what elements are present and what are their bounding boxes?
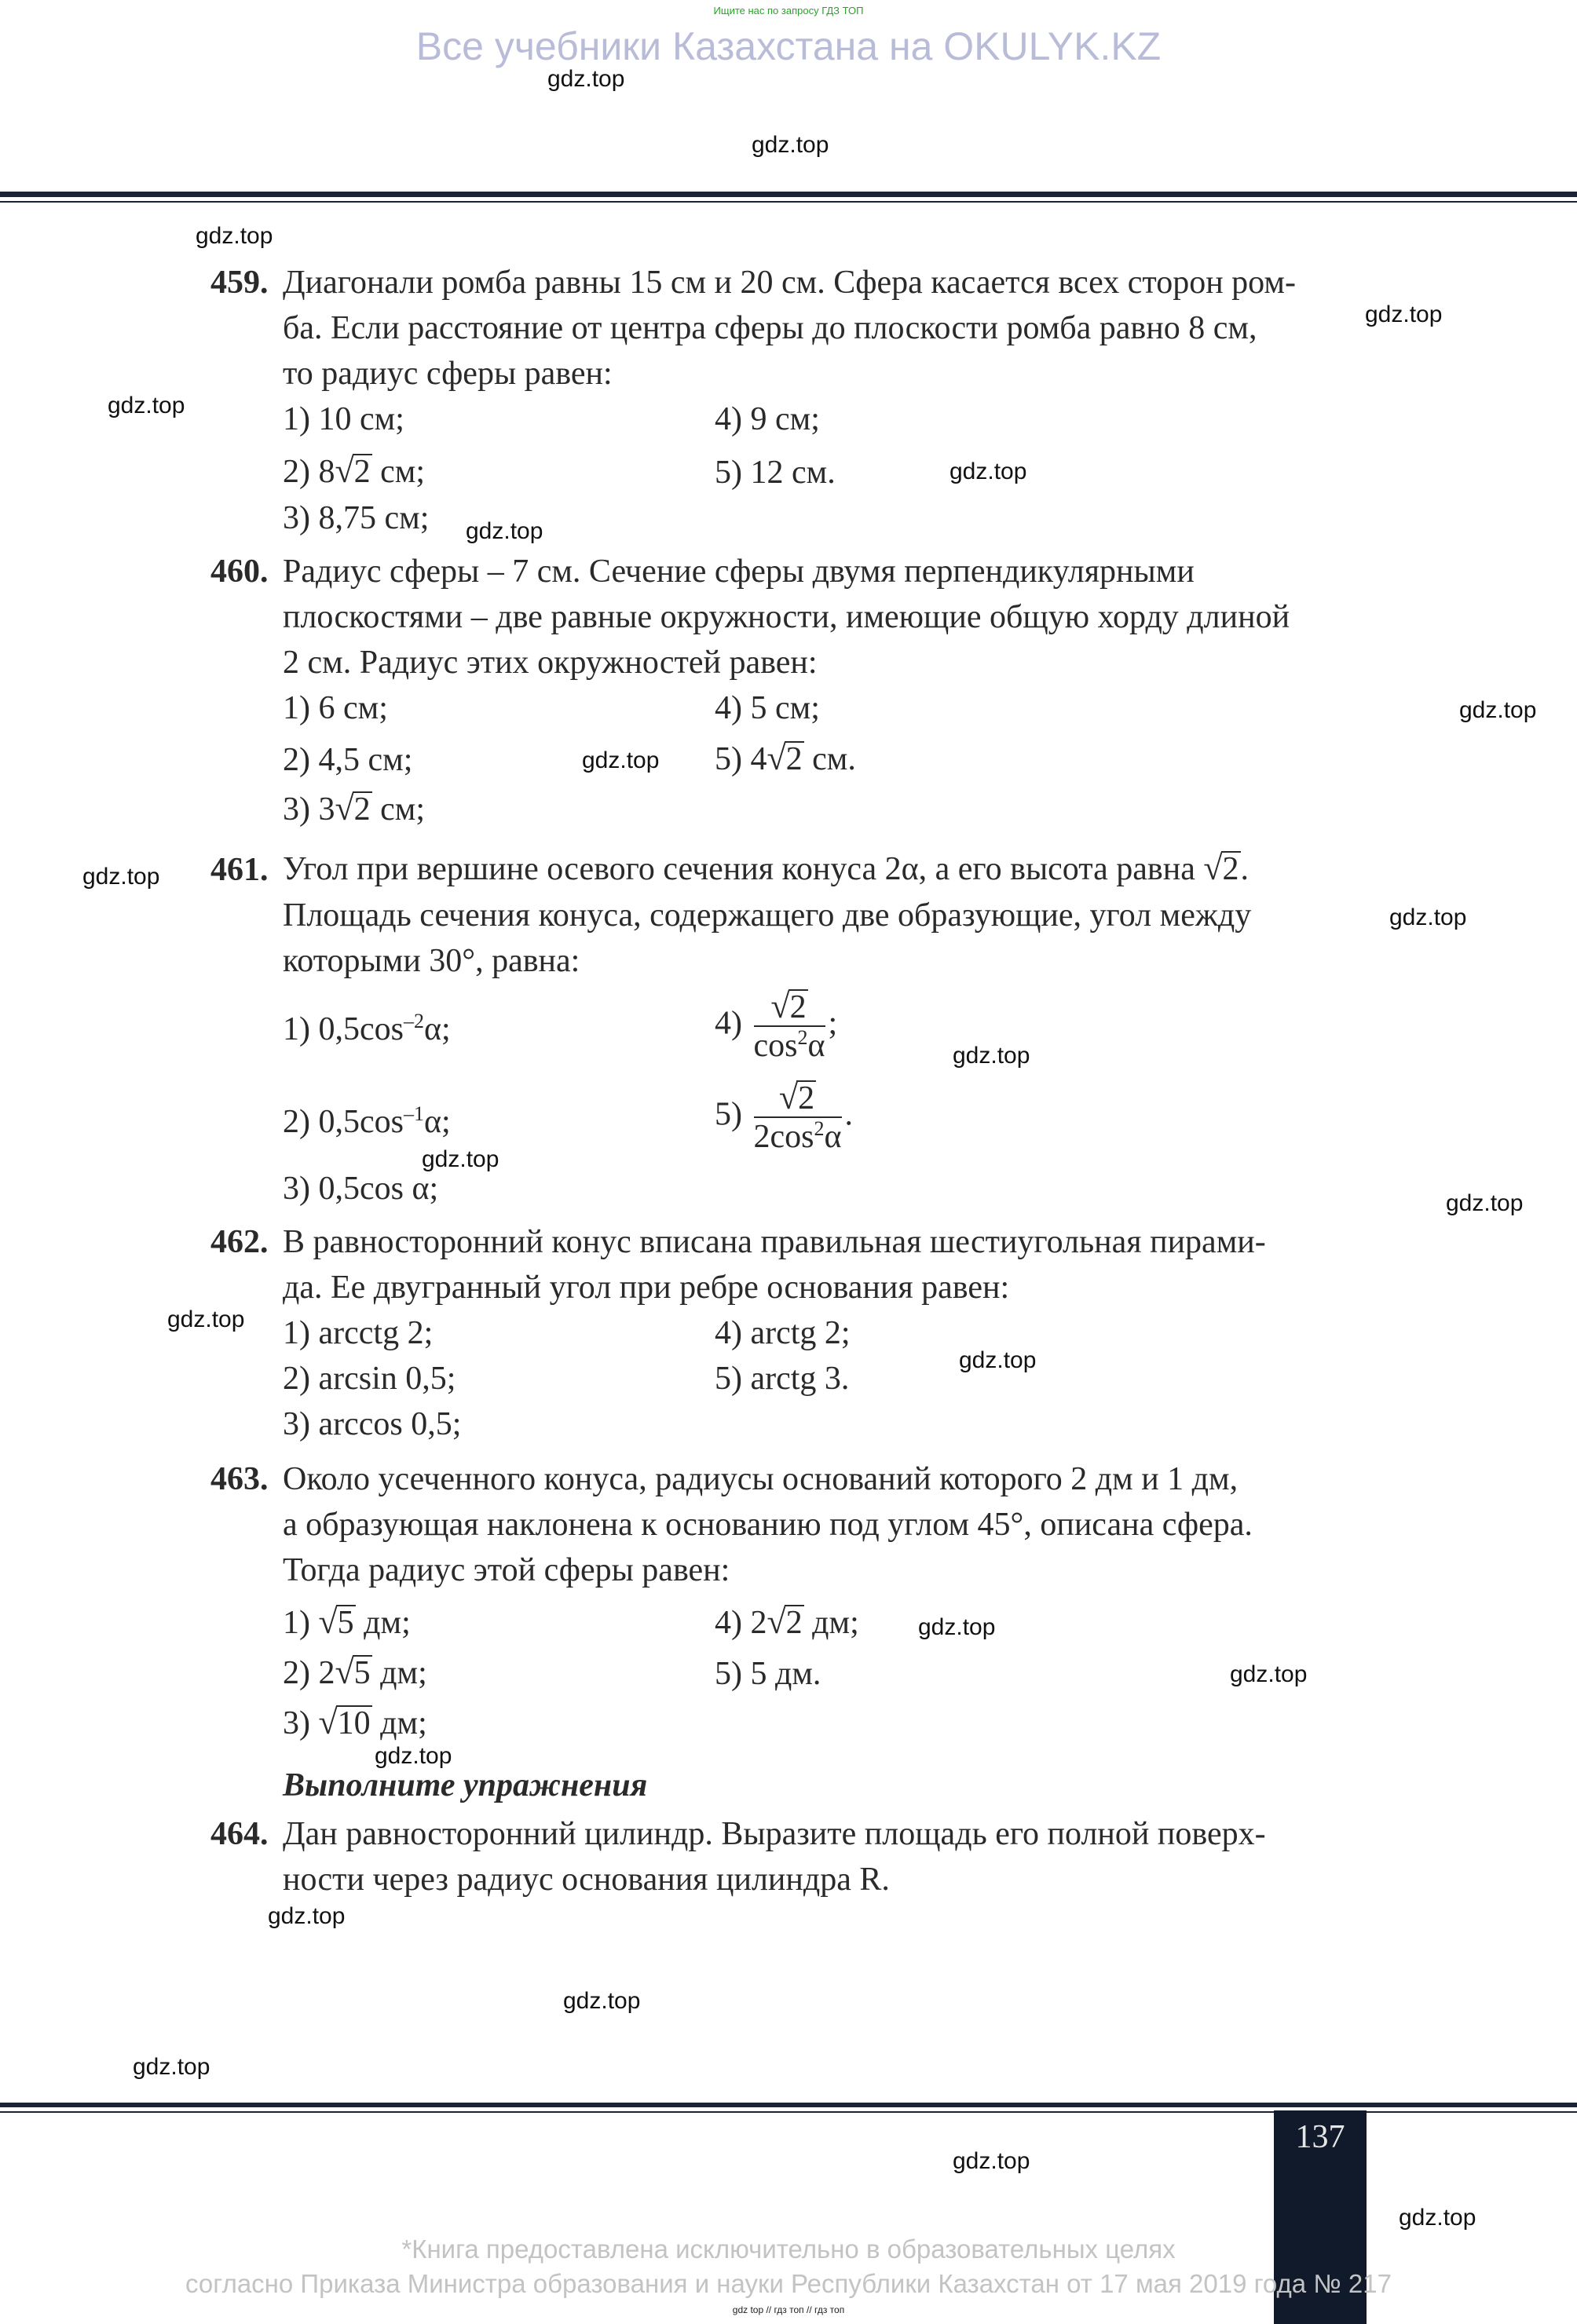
problem-text: В равносторонний конус вписана правильная шестиугольная пирами-	[283, 1224, 1266, 1260]
problem-text: ба. Если расстояние от центра сферы до плоскости ромба равно 8 см,	[283, 310, 1257, 346]
sqrt-sign: √	[767, 739, 786, 777]
answer-option: 4) arctg 2;	[715, 1315, 851, 1351]
footer-note: согласно Приказа Министра образования и науки Республики Казахстан от 17 мая 2019 года № 217	[185, 2269, 1392, 2298]
option-text: 3)	[283, 1705, 319, 1741]
option-text: α;	[423, 1104, 451, 1140]
option-text: 3) 3	[283, 791, 335, 828]
sqrt-radicand: 2	[353, 454, 371, 490]
fraction	[754, 1079, 842, 1156]
answer-option: 5) 5 дм.	[715, 1656, 821, 1692]
watermark-text: gdz.top	[953, 1043, 1030, 1069]
watermark-text: gdz.top	[268, 1903, 346, 1929]
sqrt-radicand: 2	[353, 791, 371, 828]
problem-text: а образующая наклонена к основанию под углом 45°, описана сфера.	[283, 1507, 1253, 1543]
watermark-text: gdz.top	[82, 864, 160, 890]
problem-number: 461.	[210, 852, 269, 888]
answer-option: 4) 5 см;	[715, 690, 820, 726]
top-rule	[0, 192, 1577, 197]
watermark-text: gdz.top	[1399, 2205, 1476, 2231]
sqrt-radicand: 2	[785, 1605, 803, 1641]
option-text: α;	[423, 1011, 451, 1047]
answer-option: 3) arccos 0,5;	[283, 1406, 462, 1442]
option-text: 2) 8	[283, 454, 335, 490]
watermark-text: gdz.top	[582, 747, 660, 773]
watermark-text: gdz.top	[133, 2054, 210, 2080]
watermark-text: gdz.top	[959, 1347, 1037, 1373]
option-text: 4) 2	[715, 1605, 767, 1641]
problem-text: да. Ее двугранный угол при ребре основания равен:	[283, 1270, 1010, 1306]
watermark-text: gdz.top	[918, 1614, 996, 1640]
option-text: 1)	[283, 1605, 319, 1641]
answer-option	[283, 788, 425, 828]
problem-text: Площадь сечения конуса, содержащего две образующие, угол между	[283, 897, 1252, 934]
section-heading: Выполните упражнения	[283, 1767, 648, 1803]
watermark-text: gdz.top	[1459, 697, 1537, 723]
watermark-text: gdz.top	[375, 1743, 452, 1769]
answer-option: 3) 0,5cos α;	[283, 1171, 439, 1207]
option-text: 5) 4	[715, 741, 767, 777]
option-text: ;	[828, 1005, 838, 1042]
bottom-hint: gdz top // гдз топ // гдз топ	[732, 2304, 845, 2315]
watermark-text: gdz.top	[167, 1306, 245, 1332]
sqrt-sign: √	[767, 1602, 786, 1641]
fraction-denominator: $2\cos^2\alpha$	[753, 1117, 842, 1156]
option-text: см;	[371, 454, 426, 490]
answer-option	[715, 1602, 859, 1642]
exponent: –1	[403, 1102, 424, 1125]
option-text: см;	[371, 791, 426, 828]
problem-text: то радиус сферы равен:	[283, 356, 613, 392]
option-text: дм;	[803, 1605, 859, 1641]
option-text: дм;	[371, 1655, 427, 1691]
watermark-text: gdz.top	[949, 459, 1027, 484]
answer-option: 4) 9 см;	[715, 401, 820, 437]
watermark-text: gdz.top	[547, 66, 625, 92]
problem-number: 464.	[210, 1816, 269, 1852]
option-text: 2) 0,5cos	[283, 1104, 404, 1140]
fraction-numerator: √2	[754, 988, 825, 1027]
problem-text-part: Угол при вершине осевого сечения конуса 2α, а его высота равна	[283, 851, 1204, 887]
option-text: 5)	[715, 1096, 742, 1133]
answer-option: 2) arcsin 0,5;	[283, 1361, 456, 1397]
answer-option	[283, 451, 425, 491]
top-rule-thin	[0, 201, 1577, 203]
problem-text-part: .	[1240, 851, 1250, 887]
watermark-text: gdz.top	[466, 518, 543, 544]
sqrt-radicand: 5	[337, 1605, 354, 1641]
watermark-text: gdz.top	[196, 223, 273, 249]
sqrt-radicand: 10	[337, 1705, 371, 1741]
answer-option	[283, 1102, 451, 1141]
answer-option: 1) 6 см;	[283, 690, 388, 726]
answer-option	[715, 1079, 853, 1156]
answer-option	[283, 1602, 411, 1642]
answer-option: 3) 8,75 см;	[283, 500, 430, 536]
answer-option	[715, 988, 837, 1065]
watermark-text: gdz.top	[953, 2148, 1030, 2174]
problem-text: Тогда радиус этой сферы равен:	[283, 1552, 730, 1588]
sqrt-sign: √	[318, 1602, 338, 1641]
watermark-text: gdz.top	[1446, 1190, 1524, 1216]
watermark-text: gdz.top	[108, 393, 185, 418]
option-text: 1) 0,5cos	[283, 1011, 404, 1047]
sqrt-radicand: 2	[785, 741, 803, 777]
answer-option: 2) 4,5 см;	[283, 742, 413, 778]
option-text: дм;	[371, 1705, 427, 1741]
answer-option	[283, 1702, 427, 1742]
watermark-text: gdz.top	[1230, 1661, 1308, 1687]
footer-note: *Книга предоставлена исключительно в образовательных целях	[401, 2234, 1176, 2264]
sqrt-sign: √	[335, 451, 354, 490]
watermark-text: gdz.top	[422, 1146, 499, 1172]
fraction	[754, 988, 825, 1065]
problem-text: которыми 30°, равна:	[283, 943, 580, 979]
answer-option: 1) 10 см;	[283, 401, 404, 437]
problem-text: Дан равносторонний цилиндр. Выразите площадь его полной поверх-	[283, 1816, 1266, 1852]
answer-option: 1) arcctg 2;	[283, 1315, 434, 1351]
answer-option	[283, 1010, 451, 1048]
watermark-text: gdz.top	[1365, 301, 1443, 327]
problem-number: 463.	[210, 1461, 269, 1497]
page-number: 137	[1295, 2119, 1345, 2155]
problem-text	[283, 848, 1249, 888]
watermark-text: gdz.top	[1389, 904, 1467, 930]
option-text: 4)	[715, 1005, 742, 1042]
bottom-rule	[0, 2103, 1577, 2107]
exponent: –2	[403, 1010, 424, 1032]
problem-number: 460.	[210, 554, 269, 590]
answer-option: 5) 12 см.	[715, 455, 836, 491]
problem-number: 459.	[210, 265, 269, 301]
sqrt-sign: √	[318, 1703, 338, 1741]
problem-text: Радиус сферы – 7 см. Сечение сферы двумя перпендикулярными	[283, 554, 1195, 590]
problem-text: ности через радиус основания цилиндра R.	[283, 1862, 890, 1898]
sqrt-sign: √	[335, 1653, 354, 1691]
watermark-text: gdz.top	[752, 132, 829, 158]
answer-option: 5) arctg 3.	[715, 1361, 850, 1397]
option-text: см.	[803, 741, 856, 777]
option-text: 2) 2	[283, 1655, 335, 1691]
sqrt-radicand: 2	[1222, 851, 1239, 887]
site-banner[interactable]: Все учебники Казахстана на OKULYK.KZ	[415, 24, 1162, 68]
problem-text: 2 см. Радиус этих окружностей равен:	[283, 645, 818, 681]
problem-number: 462.	[210, 1224, 269, 1260]
fraction-denominator: $\cos^2\alpha$	[753, 1026, 825, 1065]
sqrt-sign: √	[1203, 849, 1223, 887]
top-hint: Ищите нас по запросу ГДЗ ТОП	[713, 5, 864, 16]
answer-option	[283, 1652, 427, 1692]
watermark-text: gdz.top	[563, 1988, 641, 2014]
problem-text: плоскостями – две равные окружности, имеющие общую хорду длиной	[283, 599, 1290, 635]
sqrt-sign: √	[335, 789, 354, 828]
answer-option	[715, 738, 856, 778]
option-text: дм;	[355, 1605, 411, 1641]
problem-text: Около усеченного конуса, радиусы оснований которого 2 дм и 1 дм,	[283, 1461, 1239, 1497]
fraction-numerator: √2	[754, 1079, 842, 1118]
option-text: .	[844, 1096, 854, 1133]
sqrt-radicand: 5	[353, 1655, 371, 1691]
problem-text: Диагонали ромба равны 15 см и 20 см. Сфера касается всех сторон ром-	[283, 265, 1296, 301]
